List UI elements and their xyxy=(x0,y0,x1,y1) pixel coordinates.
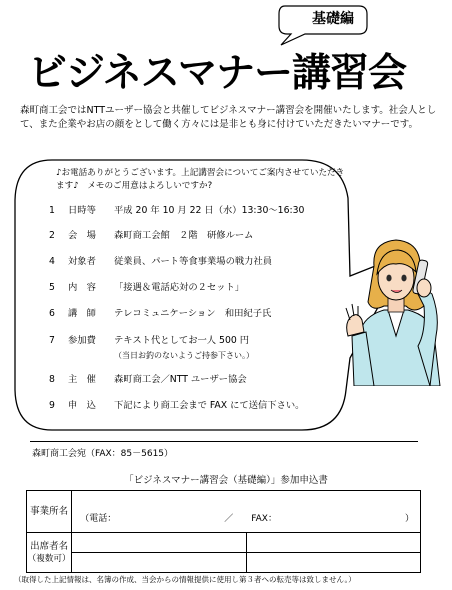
item-number: 4 xyxy=(49,256,55,267)
badge-label: 基礎編 xyxy=(312,11,354,27)
item-value: 下記により商工会まで FAX にて送信下さい。 xyxy=(114,400,305,411)
form-title: 「ビジネスマナー講習会（基礎編）」参加申込書 xyxy=(124,475,328,486)
item-label: 対象者 xyxy=(68,256,96,267)
item-value: 平成 20 年 10 月 22 日（水）13:30～16:30 xyxy=(114,205,305,216)
attendee-field-1[interactable] xyxy=(72,533,246,553)
item-value: テレコミュニケーション 和田紀子氏 xyxy=(114,308,272,319)
item-number: 7 xyxy=(49,335,55,346)
item-label: 内 容 xyxy=(68,282,96,293)
phone-label: （電話： xyxy=(80,513,117,524)
item-label: 参加費 xyxy=(68,335,96,346)
close-paren: ） xyxy=(404,513,414,524)
company-name-field[interactable] xyxy=(72,491,421,533)
bubble-greeting: ♪お電話ありがとうございます。上記講習会についてご案内させていただきます♪ メモのご用意はよろしいですか? xyxy=(56,168,345,191)
fax-address: 森町商工会宛（FAX：85－5615） xyxy=(32,449,174,459)
attendee-field-3[interactable] xyxy=(72,553,246,573)
item-label: 会 場 xyxy=(68,230,96,241)
page-title: ビジネスマナー講習会 xyxy=(28,51,407,96)
privacy-disclaimer: （取得した上記情報は、名簿の作成、当会からの情報提供に使用し第３者への転売等は致しません。） xyxy=(14,575,356,584)
application-form xyxy=(26,490,421,573)
fax-label: FAX： xyxy=(251,513,277,524)
company-name-label: 事業所名 xyxy=(27,491,72,533)
item-number: 1 xyxy=(49,205,55,216)
item-label: 講 師 xyxy=(68,308,96,319)
attendee-field-4[interactable] xyxy=(246,553,420,573)
item-value: 「接遇＆電話応対の２セット」 xyxy=(114,282,245,293)
intro-paragraph: 森町商工会ではNTTユーザー協会と共催してビジネスマナー講習会を開催いたします。社会人として、また企業やお店の顔をとして働く方々には是非とも身に付けていただきたいマナーです。 xyxy=(20,105,437,130)
item-label: 主 催 xyxy=(68,374,96,385)
item-value: 森町商工会／NTT ユーザー協会 xyxy=(114,374,247,385)
slash-separator: ／ xyxy=(224,513,234,524)
item-number: 8 xyxy=(49,374,55,385)
item-value: 森町商工会館 ２階 研修ルーム xyxy=(114,230,254,241)
item-number: 6 xyxy=(49,308,55,319)
item-number: 9 xyxy=(49,400,55,411)
item-label: 日時等 xyxy=(68,205,96,216)
woman-on-phone-illustration xyxy=(344,236,448,386)
item-value: テキスト代としてお一人 500 円 xyxy=(114,335,250,346)
item-number: 2 xyxy=(49,230,55,241)
attendee-label: 出席者名 （複数可） xyxy=(27,533,72,573)
item-value: 従業員、パート等食事業場の戦力社員 xyxy=(114,256,273,267)
divider xyxy=(30,441,418,442)
fee-note: （当日お釣のないようご持参下さい。） xyxy=(114,351,254,360)
item-number: 5 xyxy=(49,282,55,293)
phone-fax-line xyxy=(72,496,420,528)
item-label: 申 込 xyxy=(68,400,96,411)
attendee-field-2[interactable] xyxy=(246,533,420,553)
